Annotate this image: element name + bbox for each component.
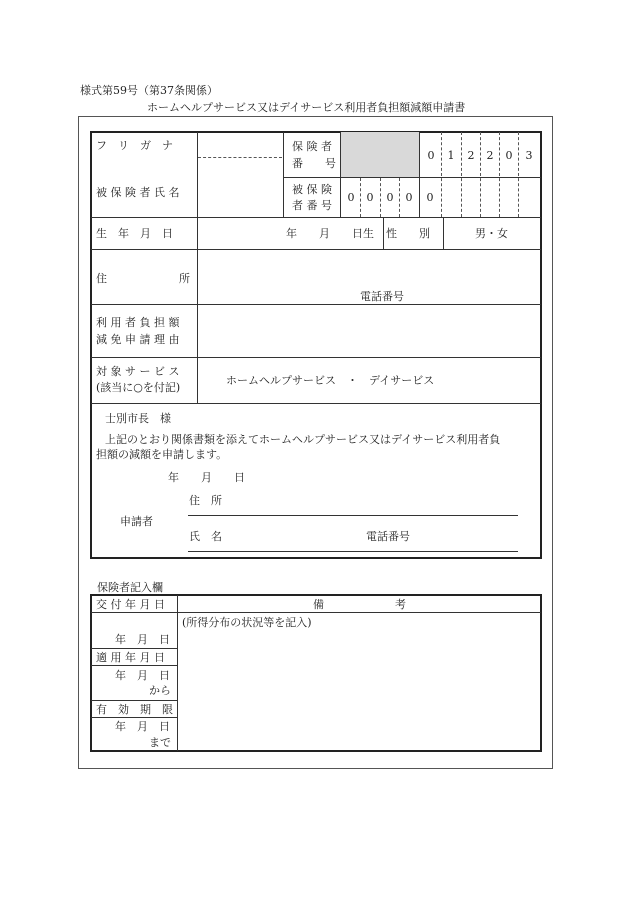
- insured-digit: 0: [366, 191, 374, 204]
- insured-digit: 0: [347, 191, 355, 204]
- furigana-label: フ リ ガ ナ: [96, 139, 173, 152]
- service-options[interactable]: ホームヘルプサービス ・ デイサービス: [226, 374, 435, 387]
- form-number: 様式第59号（第37条関係）: [80, 84, 218, 97]
- dob-value[interactable]: 年 月 日生: [286, 227, 374, 240]
- insured-name-field[interactable]: [198, 158, 282, 216]
- insurer-digit: 0: [427, 149, 435, 162]
- addressee: 士別市長 様: [105, 412, 171, 425]
- body-line-2: 担額の減額を申請します。: [96, 448, 228, 461]
- insurer-number-label-2: 番 号: [292, 157, 336, 170]
- insurer-digit: 1: [447, 149, 455, 162]
- insurer-digit: 3: [525, 149, 533, 162]
- insurer-section-heading: 保険者記入欄: [97, 581, 163, 594]
- insurer-digit: 2: [486, 149, 494, 162]
- sex-value[interactable]: 男・女: [475, 227, 508, 240]
- apply-date-label: 適 用 年 月 日: [96, 651, 165, 664]
- phone-label: 電話番号: [360, 290, 404, 303]
- service-label-1: 対 象 サ ー ビ ス: [96, 365, 180, 378]
- insured-number-label-1: 被 保 険: [292, 183, 332, 196]
- applicant-label: 申請者: [120, 515, 153, 528]
- reason-label-2: 減 免 申 請 理 由: [96, 333, 180, 346]
- until-suffix: まで: [149, 736, 171, 749]
- reason-label-1: 利 用 者 負 担 額: [96, 316, 180, 329]
- page-title: ホームヘルプサービス又はデイサービス利用者負担額減額申請書: [147, 101, 466, 114]
- applicant-address-label: 住 所: [189, 494, 222, 507]
- valid-period-label: 有 効 期 限: [96, 703, 173, 716]
- apply-date-value[interactable]: 年 月 日: [115, 669, 170, 682]
- insured-digit: 0: [426, 191, 434, 204]
- address-label: 住: [96, 272, 107, 285]
- dob-label: 生 年 月 日: [96, 227, 173, 240]
- remarks-label-end: 考: [395, 598, 406, 611]
- issue-date-value[interactable]: 年 月 日: [115, 633, 170, 646]
- insurer-digit: 0: [505, 149, 513, 162]
- applicant-name-label: 氏 名: [189, 530, 222, 543]
- issue-date-label: 交 付 年 月 日: [96, 598, 165, 611]
- from-suffix: から: [149, 684, 171, 697]
- insured-digit: 0: [386, 191, 394, 204]
- body-line-1: 上記のとおり関係書類を添えてホームヘルプサービス又はデイサービス利用者負: [105, 433, 501, 446]
- insured-number-label-2: 者 番 号: [292, 199, 332, 212]
- valid-period-value[interactable]: 年 月 日: [115, 720, 170, 733]
- insured-digit: 0: [405, 191, 413, 204]
- sex-label: 性 別: [386, 227, 430, 240]
- address-label-end: 所: [179, 272, 190, 285]
- applicant-phone-label: 電話番号: [366, 530, 410, 543]
- furigana-field[interactable]: [198, 132, 282, 156]
- service-label-2: (該当に○を付記): [96, 381, 181, 394]
- application-date[interactable]: 年 月 日: [168, 471, 245, 484]
- remarks-note: (所得分布の状況等を記入): [182, 616, 312, 629]
- reason-field[interactable]: [198, 305, 541, 356]
- insurer-digit: 2: [467, 149, 475, 162]
- insurer-number-label-1: 保 険 者: [292, 140, 332, 153]
- insured-name-label: 被 保 険 者 氏 名: [96, 186, 180, 199]
- remarks-field[interactable]: [178, 630, 540, 750]
- remarks-label: 備: [313, 598, 324, 611]
